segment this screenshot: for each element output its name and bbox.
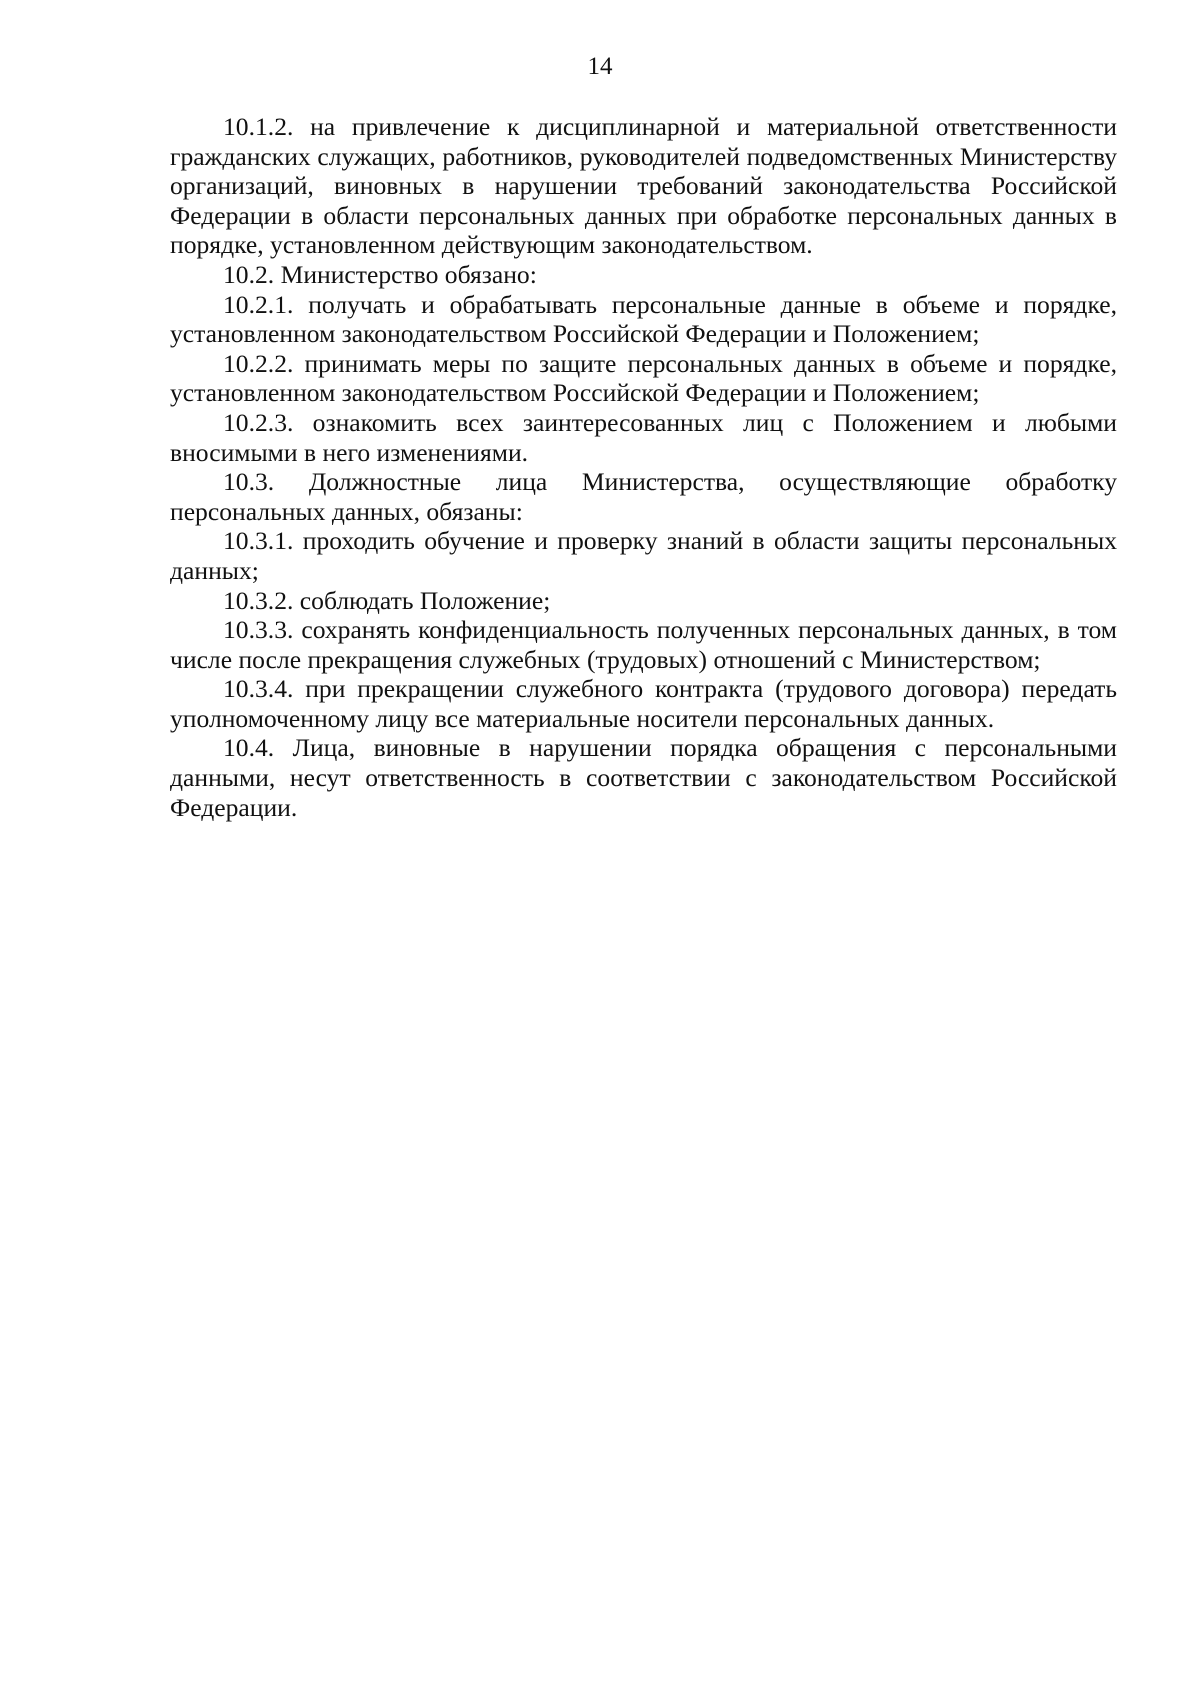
paragraph-10-2-2: 10.2.2. принимать меры по защите персональных данных в объеме и порядке, установленном законодательством Российской Федерации и Положением; (170, 348, 1117, 408)
paragraph-10-2: 10.2. Министерство обязано: (223, 259, 537, 289)
paragraph-10-3: 10.3. Должностные лица Министерства, осуществляющие обработку персональных данных, обязаны: (170, 467, 1117, 526)
document-body (170, 112, 1117, 822)
paragraph-10-3-3: 10.3.3. сохранять конфиденциальность полученных персональных данных, в том числе после прекращения служебных (трудовых) отношений с Министерством; (170, 615, 1117, 674)
paragraph-10-3-4: 10.3.4. при прекращении служебного контракта (трудового договора) передать уполномоченному лицу все материальные носители персональных данных. (170, 674, 1117, 733)
paragraph-10-4: 10.4. Лица, виновные в нарушении порядка обращения с персональными данными, несут ответственность в соответствии с законодательством Российской Федерации. (170, 733, 1117, 822)
paragraph-10-3-2: 10.3.2. соблюдать Положение; (223, 585, 551, 615)
paragraph-10-1-2: 10.1.2. на привлечение к дисциплинарной и материальной ответственности гражданских служащих, работников, руководителей подведомственных Министерству организаций, виновных в нарушении требований законодательства Российской Федерации в области персональных данных при обработке персональных данных в порядке, установленном действующим законодательством. (170, 112, 1117, 260)
paragraph-10-2-1: 10.2.1. получать и обрабатывать персональные данные в объеме и порядке, установленном законодательством Российской Федерации и Положением; (170, 289, 1117, 349)
page-number: 14 (587, 53, 613, 80)
paragraph-10-3-1: 10.3.1. проходить обучение и проверку знаний в области защиты персональных данных; (170, 526, 1117, 585)
paragraph-10-2-3: 10.2.3. ознакомить всех заинтересованных лиц с Положением и любыми вносимыми в него изменениями. (170, 407, 1117, 467)
